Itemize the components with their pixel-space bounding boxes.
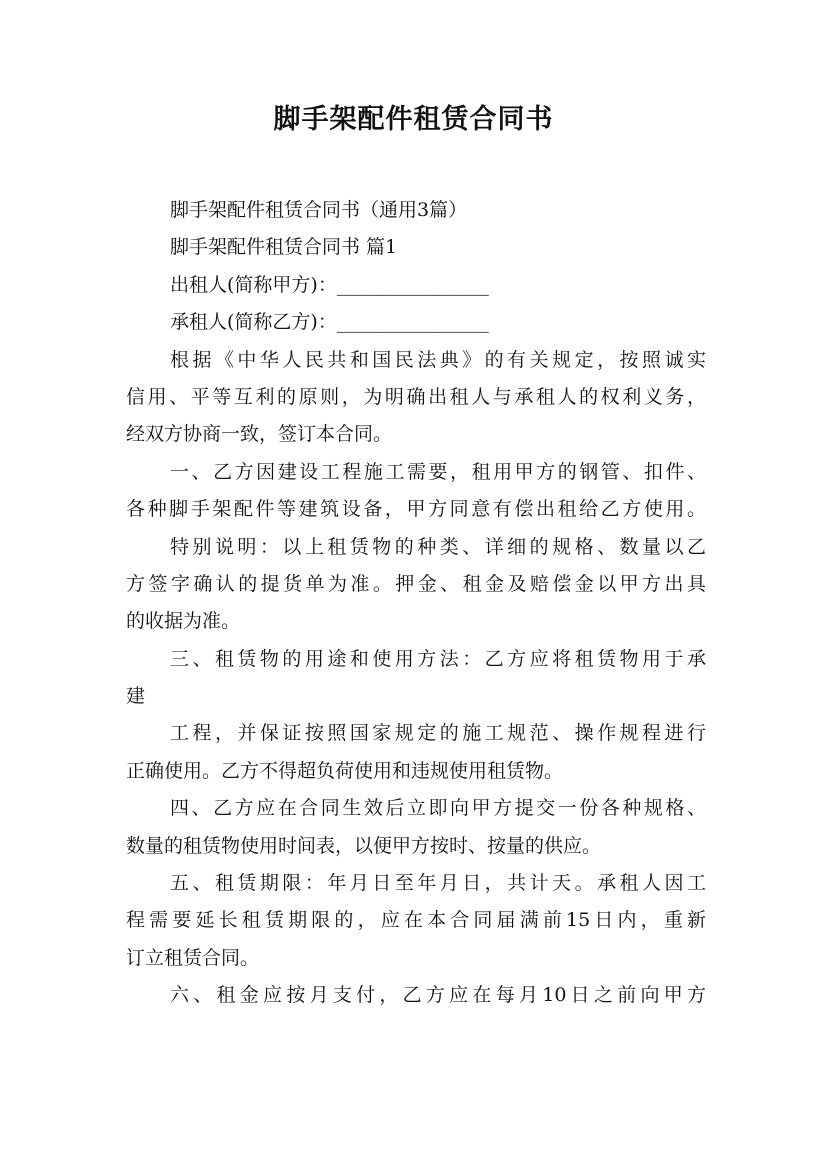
paragraph-line: 数量的租赁物使用时间表，以便甲方按时、按量的供应。	[126, 834, 602, 857]
subtitle-line: 脚手架配件租赁合同书（通用3篇）	[170, 199, 468, 221]
paragraph-line: 特别说明：以上租赁物的种类、详细的规格、数量以乙	[170, 535, 706, 558]
paragraph-line: 四、乙方应在合同生效后立即向甲方提交一份各种规格、	[170, 797, 706, 820]
paragraph-line: 五、租赁期限：年月日至年月日，共计天。承租人因工	[170, 872, 706, 895]
paragraph-line: 信用、平等互利的原则，为明确出租人与承租人的权利义务，	[126, 385, 706, 408]
paragraph-line: 正确使用。乙方不得超负荷使用和违规使用租赁物。	[126, 759, 564, 782]
paragraph-line: 程需要延长租赁期限的，应在本合同届满前15日内，重新	[126, 909, 706, 932]
paragraph-line: 的收据为准。	[126, 610, 241, 633]
paragraph-line: 经双方协商一致，签订本合同。	[126, 423, 393, 446]
section-heading: 脚手架配件租赁合同书 篇1	[170, 236, 398, 259]
lessee-field: 承租人(简称乙方)：________________	[170, 311, 489, 334]
paragraph-line: 建	[126, 685, 146, 708]
lessor-field: 出租人(简称甲方)：________________	[170, 273, 489, 296]
paragraph-line: 各种脚手架配件等建筑设备，甲方同意有偿出租给乙方使用。	[126, 498, 706, 521]
paragraph-line: 根据《中华人民共和国民法典》的有关规定，按照诚实	[170, 348, 706, 371]
paragraph-line: 方签字确认的提货单为准。押金、租金及赔偿金以甲方出具	[126, 572, 706, 595]
document-title: 脚手架配件租赁合同书	[273, 104, 554, 135]
document-body	[126, 192, 706, 1015]
paragraph-line: 三、租赁物的用途和使用方法：乙方应将租赁物用于承	[170, 647, 706, 670]
paragraph-line: 订立租赁合同。	[126, 946, 260, 969]
paragraph-line: 工程，并保证按照国家规定的施工规范、操作规程进行	[170, 722, 706, 745]
paragraph-line: 一、乙方因建设工程施工需要，租用甲方的钢管、扣件、	[170, 460, 706, 483]
paragraph-line: 六、租金应按月支付，乙方应在每月10日之前向甲方	[170, 984, 706, 1007]
